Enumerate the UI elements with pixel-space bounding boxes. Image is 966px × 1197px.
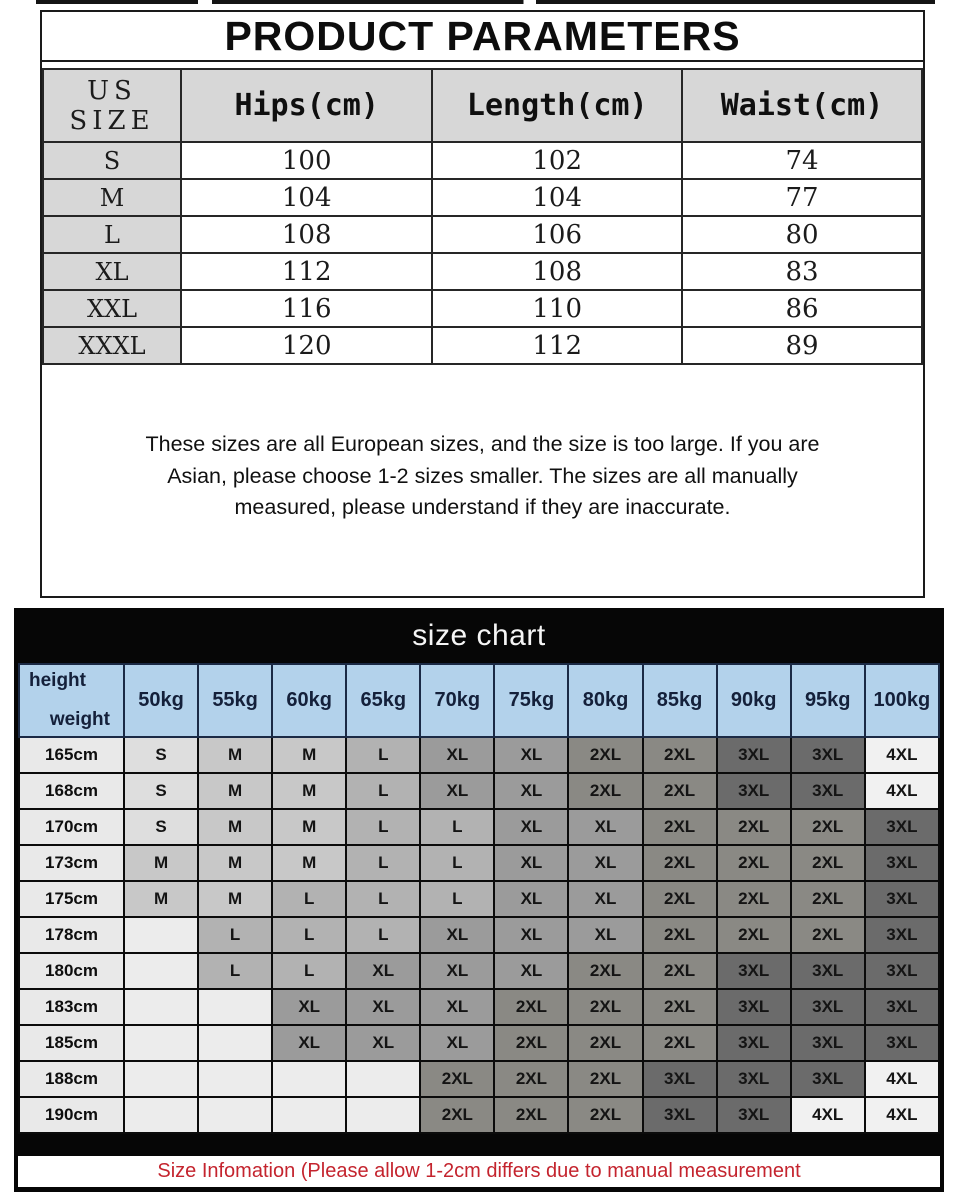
waist-value-cell: 74 bbox=[682, 142, 922, 179]
size-value-cell: XL bbox=[420, 989, 494, 1025]
empty-size-cell bbox=[124, 1097, 198, 1133]
size-value-cell: 2XL bbox=[717, 917, 791, 953]
size-value-cell: 3XL bbox=[865, 1025, 939, 1061]
size-chart-section bbox=[14, 608, 944, 1192]
size-value-cell: 2XL bbox=[568, 953, 642, 989]
size-value-cell: 3XL bbox=[865, 917, 939, 953]
size-value-cell: 3XL bbox=[717, 1097, 791, 1133]
size-chart-row bbox=[19, 953, 939, 989]
size-chart-table bbox=[18, 663, 940, 1134]
weight-header: 65kg bbox=[346, 664, 420, 737]
empty-size-cell bbox=[198, 1025, 272, 1061]
size-value-cell: 4XL bbox=[865, 737, 939, 773]
weight-header: 85kg bbox=[643, 664, 717, 737]
size-value-cell: XL bbox=[420, 773, 494, 809]
size-value-cell: XL bbox=[568, 809, 642, 845]
size-value-cell: 2XL bbox=[568, 1097, 642, 1133]
hips-value-cell: 100 bbox=[181, 142, 432, 179]
size-value-cell: 3XL bbox=[865, 953, 939, 989]
weight-header: 95kg bbox=[791, 664, 865, 737]
size-chart-row bbox=[19, 1025, 939, 1061]
size-value-cell: 3XL bbox=[717, 953, 791, 989]
empty-size-cell bbox=[124, 1025, 198, 1061]
length-value-cell: 108 bbox=[432, 253, 682, 290]
size-value-cell: S bbox=[124, 737, 198, 773]
hips-value-cell: 120 bbox=[181, 327, 432, 364]
size-value-cell: 2XL bbox=[643, 737, 717, 773]
size-value-cell: XL bbox=[420, 917, 494, 953]
us-size-header: US SIZE bbox=[43, 69, 181, 142]
size-value-cell: XL bbox=[494, 881, 568, 917]
size-chart-row bbox=[19, 917, 939, 953]
size-value-cell: 2XL bbox=[791, 845, 865, 881]
weight-header: 70kg bbox=[420, 664, 494, 737]
size-value-cell: M bbox=[272, 845, 346, 881]
size-value-cell: XL bbox=[420, 953, 494, 989]
size-value-cell: 3XL bbox=[717, 1061, 791, 1097]
size-note bbox=[42, 365, 923, 524]
size-value-cell: 2XL bbox=[420, 1061, 494, 1097]
size-value-cell: M bbox=[198, 737, 272, 773]
empty-size-cell bbox=[346, 1061, 420, 1097]
size-value-cell: XL bbox=[346, 953, 420, 989]
parameters-row bbox=[43, 327, 922, 364]
size-value-cell: XL bbox=[346, 989, 420, 1025]
empty-size-cell bbox=[124, 989, 198, 1025]
size-value-cell: 3XL bbox=[717, 773, 791, 809]
size-value-cell: 2XL bbox=[420, 1097, 494, 1133]
size-value-cell: L bbox=[346, 881, 420, 917]
weight-header: 55kg bbox=[198, 664, 272, 737]
size-value-cell: L bbox=[420, 881, 494, 917]
height-cell: 178cm bbox=[19, 917, 124, 953]
size-value-cell: L bbox=[198, 917, 272, 953]
weight-header: 50kg bbox=[124, 664, 198, 737]
weight-header: 90kg bbox=[717, 664, 791, 737]
size-value-cell: 2XL bbox=[568, 1061, 642, 1097]
parameters-row bbox=[43, 253, 922, 290]
size-value-cell: 2XL bbox=[568, 773, 642, 809]
size-value-cell: 4XL bbox=[791, 1097, 865, 1133]
size-value-cell: M bbox=[272, 737, 346, 773]
size-value-cell: 2XL bbox=[643, 881, 717, 917]
size-value-cell: 2XL bbox=[717, 809, 791, 845]
size-value-cell: XL bbox=[568, 881, 642, 917]
weight-header-row bbox=[19, 664, 939, 737]
size-value-cell: L bbox=[272, 953, 346, 989]
size-value-cell: XL bbox=[494, 737, 568, 773]
empty-size-cell bbox=[124, 1061, 198, 1097]
size-value-cell: 2XL bbox=[717, 881, 791, 917]
height-cell: 185cm bbox=[19, 1025, 124, 1061]
waist-value-cell: 83 bbox=[682, 253, 922, 290]
weight-header: 80kg bbox=[568, 664, 642, 737]
hips-value-cell: 104 bbox=[181, 179, 432, 216]
size-value-cell: XL bbox=[568, 845, 642, 881]
size-value-cell: 2XL bbox=[568, 1025, 642, 1061]
size-value-cell: S bbox=[124, 809, 198, 845]
size-note-line: These sizes are all European sizes, and the size is too large. If you are bbox=[145, 432, 820, 456]
size-value-cell: M bbox=[198, 809, 272, 845]
size-value-cell: 3XL bbox=[865, 809, 939, 845]
size-label-cell: XXXL bbox=[43, 327, 181, 364]
size-chart-row bbox=[19, 845, 939, 881]
size-value-cell: 3XL bbox=[865, 881, 939, 917]
size-value-cell: 2XL bbox=[643, 953, 717, 989]
size-value-cell: XL bbox=[420, 737, 494, 773]
height-weight-corner-cell bbox=[19, 664, 124, 737]
empty-size-cell bbox=[124, 953, 198, 989]
page-title: PRODUCT PARAMETERS bbox=[42, 12, 923, 62]
waist-value-cell: 77 bbox=[682, 179, 922, 216]
size-value-cell: L bbox=[272, 881, 346, 917]
length-value-cell: 102 bbox=[432, 142, 682, 179]
hips-value-cell: 108 bbox=[181, 216, 432, 253]
size-value-cell: M bbox=[272, 773, 346, 809]
height-cell: 173cm bbox=[19, 845, 124, 881]
size-value-cell: XL bbox=[494, 953, 568, 989]
size-value-cell: 2XL bbox=[568, 737, 642, 773]
size-value-cell: 3XL bbox=[717, 989, 791, 1025]
size-value-cell: 3XL bbox=[865, 845, 939, 881]
size-information-footer bbox=[18, 1156, 940, 1187]
size-chart-row bbox=[19, 773, 939, 809]
parameters-row bbox=[43, 290, 922, 327]
empty-size-cell bbox=[272, 1061, 346, 1097]
size-value-cell: M bbox=[272, 809, 346, 845]
empty-size-cell bbox=[124, 917, 198, 953]
size-value-cell: 2XL bbox=[643, 773, 717, 809]
size-value-cell: XL bbox=[568, 917, 642, 953]
parameters-row bbox=[43, 216, 922, 253]
hips-value-cell: 112 bbox=[181, 253, 432, 290]
size-label-cell: M bbox=[43, 179, 181, 216]
size-value-cell: 2XL bbox=[494, 1025, 568, 1061]
cropped-image-edge-strip bbox=[36, 0, 935, 4]
height-cell: 175cm bbox=[19, 881, 124, 917]
size-note-line: Asian, please choose 1-2 sizes smaller. The sizes are all manually bbox=[167, 463, 798, 488]
size-value-cell: 2XL bbox=[643, 809, 717, 845]
size-value-cell: XL bbox=[494, 845, 568, 881]
corner-height-label: height bbox=[29, 670, 86, 691]
size-value-cell: 4XL bbox=[865, 1097, 939, 1133]
size-chart-title: size chart bbox=[412, 618, 546, 652]
size-label-cell: S bbox=[43, 142, 181, 179]
hips-header: Hips(cm) bbox=[181, 69, 432, 142]
size-value-cell: 3XL bbox=[791, 1061, 865, 1097]
length-value-cell: 104 bbox=[432, 179, 682, 216]
size-chart-row bbox=[19, 989, 939, 1025]
size-value-cell: L bbox=[346, 809, 420, 845]
size-value-cell: 3XL bbox=[791, 773, 865, 809]
size-value-cell: 3XL bbox=[643, 1097, 717, 1133]
size-value-cell: L bbox=[198, 953, 272, 989]
size-value-cell: 3XL bbox=[865, 989, 939, 1025]
weight-header: 60kg bbox=[272, 664, 346, 737]
size-value-cell: M bbox=[124, 845, 198, 881]
size-value-cell: XL bbox=[494, 917, 568, 953]
height-cell: 188cm bbox=[19, 1061, 124, 1097]
waist-value-cell: 86 bbox=[682, 290, 922, 327]
size-value-cell: 4XL bbox=[865, 1061, 939, 1097]
size-value-cell: 3XL bbox=[717, 1025, 791, 1061]
size-label-cell: L bbox=[43, 216, 181, 253]
size-value-cell: XL bbox=[494, 773, 568, 809]
size-value-cell: M bbox=[198, 773, 272, 809]
size-value-cell: 2XL bbox=[568, 989, 642, 1025]
size-value-cell: XL bbox=[272, 1025, 346, 1061]
size-value-cell: XL bbox=[494, 809, 568, 845]
size-label-cell: XXL bbox=[43, 290, 181, 327]
size-value-cell: XL bbox=[420, 1025, 494, 1061]
size-value-cell: S bbox=[124, 773, 198, 809]
empty-size-cell bbox=[272, 1097, 346, 1133]
length-value-cell: 112 bbox=[432, 327, 682, 364]
size-chart-row bbox=[19, 1061, 939, 1097]
product-parameters-section bbox=[40, 10, 925, 598]
empty-size-cell bbox=[198, 989, 272, 1025]
size-value-cell: 2XL bbox=[494, 1097, 568, 1133]
height-cell: 190cm bbox=[19, 1097, 124, 1133]
waist-value-cell: 80 bbox=[682, 216, 922, 253]
waist-value-cell: 89 bbox=[682, 327, 922, 364]
size-value-cell: XL bbox=[346, 1025, 420, 1061]
size-label-cell: XL bbox=[43, 253, 181, 290]
length-value-cell: 106 bbox=[432, 216, 682, 253]
empty-size-cell bbox=[198, 1097, 272, 1133]
size-value-cell: L bbox=[272, 917, 346, 953]
length-header: Length(cm) bbox=[432, 69, 682, 142]
parameters-header-row bbox=[43, 69, 922, 142]
size-value-cell: L bbox=[420, 845, 494, 881]
size-value-cell: 3XL bbox=[791, 1025, 865, 1061]
size-value-cell: 2XL bbox=[643, 1025, 717, 1061]
height-cell: 180cm bbox=[19, 953, 124, 989]
size-value-cell: 3XL bbox=[717, 737, 791, 773]
size-chart-row bbox=[19, 737, 939, 773]
size-value-cell: 2XL bbox=[643, 989, 717, 1025]
size-value-cell: L bbox=[346, 737, 420, 773]
size-value-cell: 3XL bbox=[791, 989, 865, 1025]
weight-header: 100kg bbox=[865, 664, 939, 737]
size-value-cell: L bbox=[346, 845, 420, 881]
size-value-cell: 2XL bbox=[494, 989, 568, 1025]
size-information-text: Size Infomation (Please allow 1-2cm differs due to manual measurement bbox=[157, 1160, 801, 1182]
size-value-cell: M bbox=[124, 881, 198, 917]
size-value-cell: 2XL bbox=[791, 917, 865, 953]
size-value-cell: 2XL bbox=[643, 845, 717, 881]
weight-header: 75kg bbox=[494, 664, 568, 737]
corner-weight-label: weight bbox=[49, 709, 110, 730]
size-value-cell: 3XL bbox=[791, 737, 865, 773]
size-value-cell: XL bbox=[272, 989, 346, 1025]
size-chart-row bbox=[19, 881, 939, 917]
size-value-cell: 2XL bbox=[717, 845, 791, 881]
size-value-cell: 2XL bbox=[494, 1061, 568, 1097]
size-value-cell: 3XL bbox=[791, 953, 865, 989]
size-value-cell: 2XL bbox=[791, 809, 865, 845]
height-cell: 183cm bbox=[19, 989, 124, 1025]
empty-size-cell bbox=[198, 1061, 272, 1097]
parameters-row bbox=[43, 142, 922, 179]
size-chart-row bbox=[19, 809, 939, 845]
waist-header: Waist(cm) bbox=[682, 69, 922, 142]
size-value-cell: 2XL bbox=[643, 917, 717, 953]
size-value-cell: M bbox=[198, 881, 272, 917]
height-cell: 170cm bbox=[19, 809, 124, 845]
size-value-cell: 4XL bbox=[865, 773, 939, 809]
length-value-cell: 110 bbox=[432, 290, 682, 327]
size-note-line: measured, please understand if they are inaccurate. bbox=[234, 495, 731, 519]
size-value-cell: L bbox=[420, 809, 494, 845]
product-parameters-table bbox=[42, 68, 923, 365]
size-value-cell: L bbox=[346, 917, 420, 953]
size-value-cell: 2XL bbox=[791, 881, 865, 917]
height-cell: 168cm bbox=[19, 773, 124, 809]
size-chart-row bbox=[19, 1097, 939, 1133]
height-cell: 165cm bbox=[19, 737, 124, 773]
empty-size-cell bbox=[346, 1097, 420, 1133]
size-value-cell: 3XL bbox=[643, 1061, 717, 1097]
size-value-cell: L bbox=[346, 773, 420, 809]
hips-value-cell: 116 bbox=[181, 290, 432, 327]
parameters-row bbox=[43, 179, 922, 216]
size-value-cell: M bbox=[198, 845, 272, 881]
